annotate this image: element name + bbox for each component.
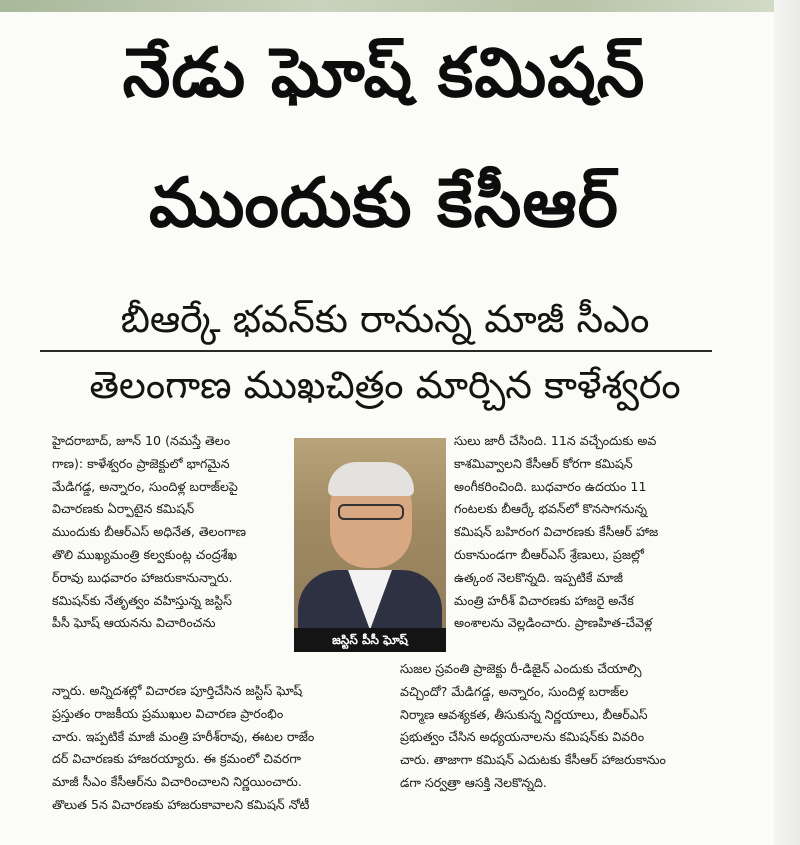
article-line: ప్రభుత్వం చేసిన అధ్యయనాలను కమిషన్‌కు వివరిం xyxy=(400,729,645,745)
portrait-photo xyxy=(294,438,446,652)
subheadline-2: తెలంగాణ ముఖచిత్రం మార్చిన కాళేశ్వరం xyxy=(89,363,681,407)
article-line: నిర్మాణ ఆవశ్యకత, తీసుకున్న నిర్ణయాలు, బీఆర్ఎస్ xyxy=(400,706,648,722)
article-line: ర్‌రావు బుధవారం హాజరుకానున్నారు. xyxy=(52,569,233,585)
article-line: వచ్చిందో? మేడిగడ్డ, అన్నారం, సుందిళ్ల బరాజ్‌ల xyxy=(400,683,629,699)
article-line: కమిషన్‌కు నేతృత్వం వహిస్తున్న జస్టిస్ xyxy=(52,592,232,608)
top-color-strip xyxy=(0,0,800,12)
subheadline-divider xyxy=(40,350,712,352)
article-line: మాజీ సీఎం కేసీఆర్‌ను విచారించాలని నిర్ణయించారు. xyxy=(52,774,302,790)
article-line: దర్ విచారణకు హాజరయ్యారు. ఈ క్రమంలో చివరగా xyxy=(52,751,301,767)
article-line: విచారణకు ఏర్పాటైన కమిషన్ xyxy=(52,501,195,517)
subheadline-1: బీఆర్కే భవన్‌కు రానున్న మాజీ సీఎం xyxy=(120,297,650,341)
article-line: న్నారు. అన్నిదశల్లో విచారణ పూర్తిచేసిన జస్టిస్ ఘోష్ xyxy=(52,683,303,698)
article-line: ప్రస్తుతం రాజకీయ ప్రముఖుల విచారణ ప్రారంభిం xyxy=(52,705,284,721)
page-edge-shadow xyxy=(774,0,800,845)
article-line: చారు. తాజాగా కమిషన్ ఎదుటకు కేసీఆర్ హాజరుకానుం xyxy=(400,752,666,768)
article-line: అంశాలను వెల్లడించారు. ప్రాణహిత-చేవెళ్ల xyxy=(454,615,653,631)
article-column-right xyxy=(454,430,758,635)
article-line: అంగీకరించింది. బుధవారం ఉదయం 11 xyxy=(454,478,647,494)
article-column-right-wide xyxy=(400,658,758,795)
article-line: గంటలకు బీఆర్కే భవన్‌లో కొనసాగనున్న xyxy=(454,501,648,517)
article-line: తొలుత 5న విచారణకు హాజరుకావాలని కమిషన్ నోటీ xyxy=(52,796,310,812)
article-line: హైదరాబాద్, జూన్ 10 (నమస్తే తెలం xyxy=(52,433,231,448)
article-line: సులు జారీ చేసింది. 11న వచ్చేందుకు అవ xyxy=(454,433,657,448)
photo-caption: జస్టిస్ పీసీ ఘోష్ xyxy=(294,628,446,652)
article-column-left-wide xyxy=(52,680,388,817)
article-line: కమిషన్ బహిరంగ విచారణకు కేసీఆర్ హాజ xyxy=(454,524,659,540)
article-line: ఉత్కంఠ నెలకొన్నది. ఇప్పటికే మాజీ xyxy=(454,569,624,585)
article-line: తొలి ముఖ్యమంత్రి కల్వకుంట్ల చంద్రశేఖ xyxy=(52,546,238,562)
article-line: మేడిగడ్డ, అన్నారం, సుందిళ్ల బరాజ్‌లపై xyxy=(52,478,238,494)
headline-line-1: నేడు ఘోష్ కమిషన్ xyxy=(122,34,646,113)
article-line: రుకానుండగా బీఆర్ఎస్ శ్రేణులు, ప్రజల్లో xyxy=(454,546,644,562)
article-line: పీసీ ఘోష్ ఆయనను విచారించను xyxy=(52,615,216,631)
portrait-glasses xyxy=(338,504,404,520)
article-line: కాశమివ్వాలని కేసీఆర్ కోరగా కమిషన్ xyxy=(454,455,633,471)
article-line: మంత్రి హరీశ్ విచారణకు హాజరై అనేక xyxy=(454,592,634,608)
article-line: ముందుకు బీఆర్ఎస్ అధినేత, తెలంగాణ xyxy=(52,524,247,540)
article-column-left xyxy=(52,430,284,635)
article-line: సుజల స్రవంతి ప్రాజెక్టు రీ-డిజైన్ ఎందుకు చేయాల్సి xyxy=(400,661,642,676)
article-line: చారు. ఇప్పటికే మాజీ మంత్రి హరీశ్‌రావు, ఈటల రాజేం xyxy=(52,728,315,744)
portrait-hair xyxy=(328,462,414,496)
article-line: డగా సర్వత్రా ఆసక్తి నెలకొన్నది. xyxy=(400,774,547,790)
article-line: గాణ): కాళేశ్వరం ప్రాజెక్టులో భాగమైన xyxy=(52,455,230,471)
headline-line-2: ముందుకు కేసీఆర్ xyxy=(148,164,619,243)
